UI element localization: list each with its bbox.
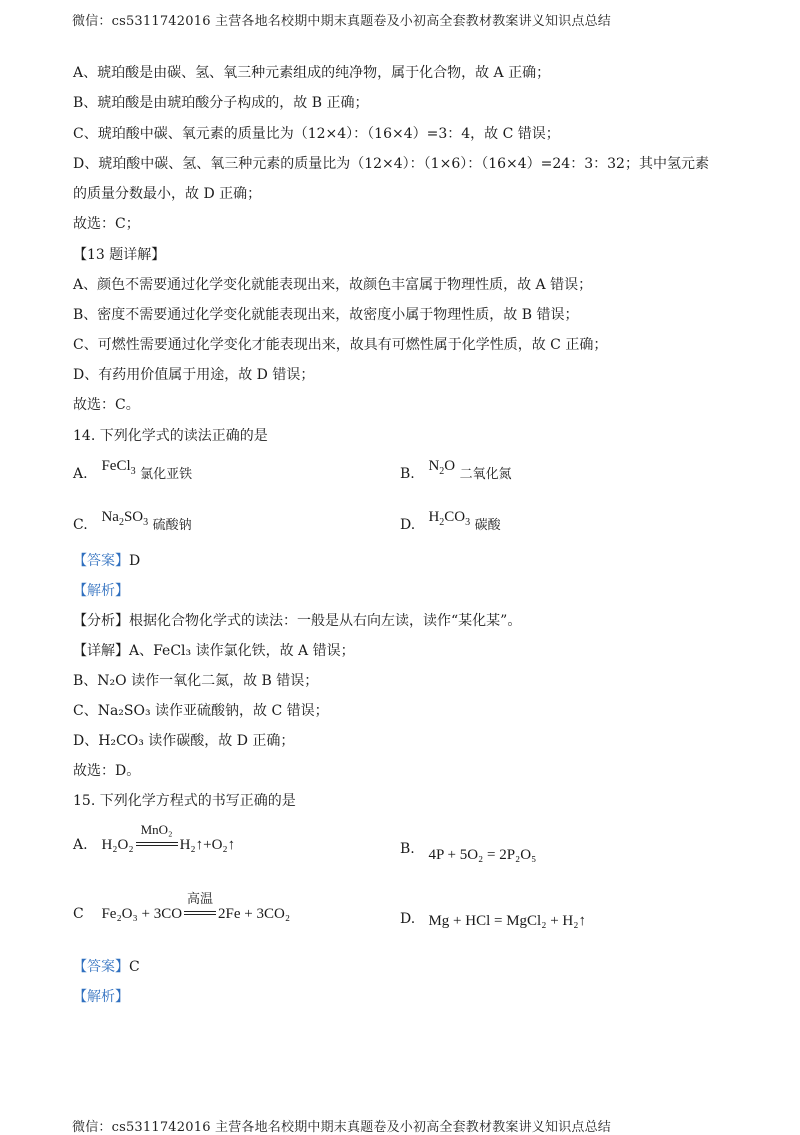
formula: $H_2CO_3$ xyxy=(428,509,471,528)
q13-option-d-explanation: D、有药用价值属于用途，故 D 错误； xyxy=(73,367,315,383)
answer-value: C xyxy=(129,959,140,975)
option-letter: B. xyxy=(400,841,415,857)
q14-option-c xyxy=(73,508,192,535)
q12-option-b-explanation: B、琥珀酸是由琥珀酸分子构成的，故 B 正确； xyxy=(73,95,369,111)
catalyst: MnO₂ xyxy=(140,822,173,837)
q13-option-c-explanation: C、可燃性需要通过化学变化才能表现出来，故具有可燃性属于化学性质，故 C 正确； xyxy=(73,337,608,353)
answer-label: 【答案】 xyxy=(73,959,129,975)
formula: $N_2O$ xyxy=(428,458,456,477)
option-letter: D. xyxy=(400,911,416,927)
page-header: 微信：cs5311742016 主营各地名校期中期末真题卷及小初高全套教材教案讲义知识点总结 xyxy=(72,14,611,29)
formula-name: 氯化亚铁 xyxy=(140,467,193,482)
q15-answer xyxy=(73,958,140,976)
answer-label: 【答案】 xyxy=(73,553,129,569)
formula-name: 碳酸 xyxy=(474,518,501,533)
q13-answer: 故选：C。 xyxy=(73,397,140,413)
q14-answer xyxy=(73,552,140,570)
option-letter: A. xyxy=(73,466,88,482)
option-letter: B. xyxy=(400,466,415,482)
q14-option-d xyxy=(400,508,501,535)
equation: 4P + 5O₂ = 2P₂O₅ xyxy=(428,847,537,863)
q15-analysis-label: 【解析】 xyxy=(73,989,129,1005)
q14-option-a xyxy=(73,457,192,484)
option-letter: A. xyxy=(73,837,88,853)
q14-stem: 14. 下列化学式的读法正确的是 xyxy=(73,428,268,444)
q12-option-d-continued: 的质量分数最小，故 D 正确； xyxy=(73,186,262,202)
option-letter: C xyxy=(73,906,84,922)
q14-analysis: 【分析】根据化合物化学式的读法：一般是从右向左读，读作“某化某”。 xyxy=(73,613,522,629)
q14-option-b xyxy=(400,457,512,484)
q12-option-a-explanation: A、琥珀酸是由碳、氢、氧三种元素组成的纯净物，属于化合物，故 A 正确； xyxy=(73,65,551,81)
q13-option-b-explanation: B、密度不需要通过化学变化就能表现出来，故密度小属于物理性质，故 B 错误； xyxy=(73,307,579,323)
q14-detail-c: C、Na₂SO₃ 读作亚硫酸钠，故 C 错误； xyxy=(73,703,329,719)
q12-answer: 故选：C； xyxy=(73,216,140,232)
equation: Mg + HCl = MgCl₂ + H₂↑ xyxy=(428,913,586,929)
q14-result: 故选：D。 xyxy=(73,763,141,779)
formula-name: 二氧化氮 xyxy=(459,467,512,482)
q15-option-c xyxy=(73,891,291,923)
q15-stem: 15. 下列化学方程式的书写正确的是 xyxy=(73,793,296,809)
page-footer: 微信：cs5311742016 主营各地名校期中期末真题卷及小初高全套教材教案讲义知识点总结 xyxy=(72,1120,611,1135)
q14-detail-d: D、H₂CO₃ 读作碳酸，故 D 正确； xyxy=(73,733,295,749)
equation: H₂O₂ MnO₂ H₂↑+O₂↑ xyxy=(101,822,236,853)
formula: FeCl$_3$ xyxy=(101,458,136,477)
condition: 高温 xyxy=(187,891,214,906)
answer-value: D xyxy=(129,553,141,569)
q12-option-c-explanation: C、琥珀酸中碳、氧元素的质量比为（12×4）：（16×4）=3：4，故 C 错误； xyxy=(73,126,560,142)
formula: $Na_2SO_3$ xyxy=(101,509,149,528)
equation: Fe₂O₃ + 3CO 高温 2Fe + 3CO₂ xyxy=(101,891,291,922)
q13-option-a-explanation: A、颜色不需要通过化学变化就能表现出来，故颜色丰富属于物理性质，故 A 错误； xyxy=(73,277,593,293)
q12-option-d-explanation: D、琥珀酸中碳、氢、氧三种元素的质量比为（12×4）：（1×6）：（16×4）=24：3：32；其中氢元素 xyxy=(73,156,709,172)
option-letter: C. xyxy=(73,517,88,533)
formula-name: 硫酸钠 xyxy=(152,518,192,533)
q14-detail-b: B、N₂O 读作一氧化二氮，故 B 错误； xyxy=(73,673,319,689)
q14-analysis-label: 【解析】 xyxy=(73,583,129,599)
q15-option-a xyxy=(73,822,236,854)
q15-option-b xyxy=(400,840,536,864)
q15-option-d xyxy=(400,910,586,930)
option-letter: D. xyxy=(400,517,416,533)
q13-heading: 【13 题详解】 xyxy=(73,247,166,263)
q14-detail-a: 【详解】A、FeCl₃ 读作氯化铁，故 A 错误； xyxy=(73,643,355,659)
